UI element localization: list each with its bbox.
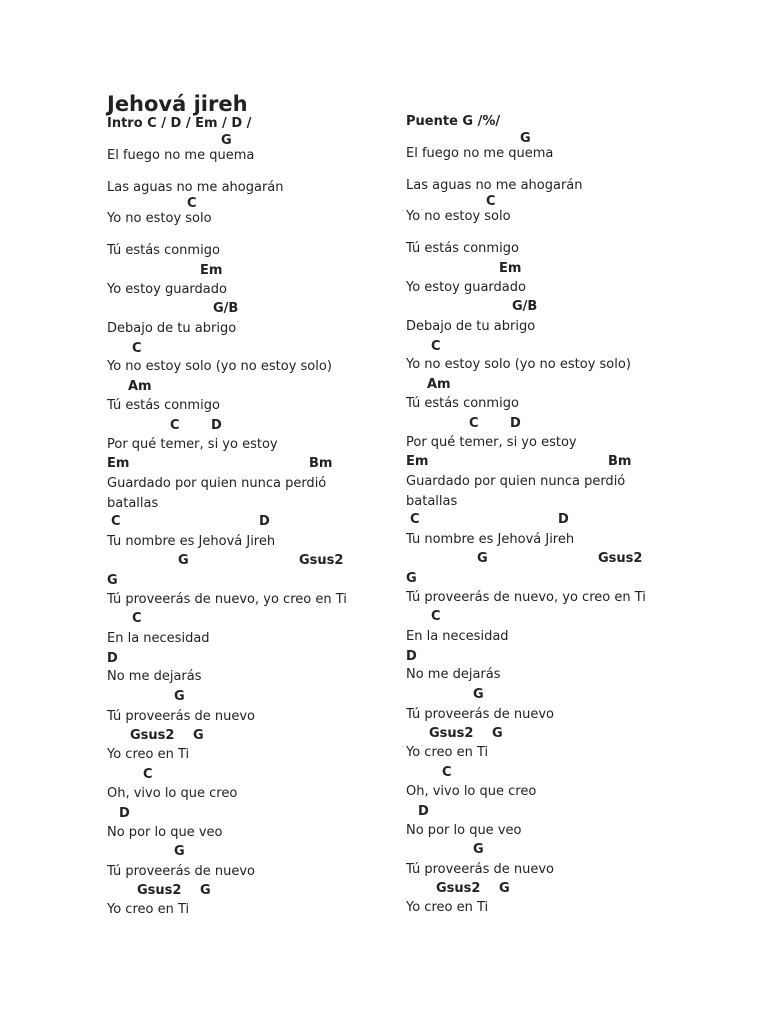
lyric-line: Yo estoy guardado: [107, 282, 227, 297]
lyric-line: No me dejarás: [406, 667, 501, 682]
chord-label: G: [520, 131, 531, 146]
intro-line: Intro C / D / Em / D /: [107, 116, 252, 131]
lyric-line: Yo creo en Ti: [406, 745, 489, 760]
chord-label: Em: [406, 454, 429, 469]
chord-label: C: [132, 611, 142, 626]
chord-label: G: [477, 551, 488, 566]
chord-label: G: [406, 571, 417, 586]
chord-label: G: [193, 728, 204, 743]
chord-label: G: [178, 553, 189, 568]
chord-label: Am: [427, 377, 451, 392]
chord-label: C: [410, 512, 420, 527]
chord-label: G: [473, 687, 484, 702]
chord-label: Em: [200, 263, 223, 278]
lyric-line: Tu nombre es Jehová Jireh: [107, 534, 276, 549]
chord-label: Gsus2: [598, 551, 643, 566]
chord-label: D: [107, 651, 118, 666]
chord-label: Gsus2: [299, 553, 344, 568]
chord-label: G: [174, 689, 185, 704]
lyric-line: Por qué temer, si yo estoy: [107, 437, 278, 452]
lyric-line: Oh, vivo lo que creo: [107, 786, 238, 801]
chord-label: G: [221, 133, 232, 148]
lyric-line: Guardado por quien nunca perdió: [107, 476, 327, 491]
chord-label: D: [406, 649, 417, 664]
lyric-line: Las aguas no me ahogarán: [107, 180, 284, 195]
lyric-line: Tú proveerás de nuevo, yo creo en Ti: [406, 590, 646, 605]
lyric-line: Tú proveerás de nuevo: [107, 709, 256, 724]
lyric-line: El fuego no me quema: [107, 148, 255, 163]
lyric-line: No por lo que veo: [406, 823, 522, 838]
chord-label: Bm: [309, 456, 333, 471]
lyric-line: Oh, vivo lo que creo: [406, 784, 537, 799]
lyric-line: Tú proveerás de nuevo: [406, 707, 555, 722]
chord-label: C: [431, 339, 441, 354]
chord-label: Gsus2: [137, 883, 182, 898]
lyric-line: Guardado por quien nunca perdió: [406, 474, 626, 489]
lyric-line: Tú proveerás de nuevo: [406, 862, 555, 877]
chord-label: C: [143, 767, 153, 782]
lyric-line: Yo no estoy solo: [107, 211, 212, 226]
chord-label: C: [469, 416, 479, 431]
lyric-line: Tú proveerás de nuevo, yo creo en Ti: [107, 592, 347, 607]
lyric-line: Por qué temer, si yo estoy: [406, 435, 577, 450]
chord-label: Bm: [608, 454, 632, 469]
chord-label: Gsus2: [130, 728, 175, 743]
lyric-line: Tú estás conmigo: [107, 398, 220, 413]
lyric-line: Tú estás conmigo: [406, 241, 519, 256]
chord-label: C: [187, 196, 197, 211]
lyric-line: Yo creo en Ti: [107, 902, 190, 917]
lyric-line: batallas: [107, 496, 159, 511]
lyric-line: Yo creo en Ti: [107, 747, 190, 762]
chord-label: G: [499, 881, 510, 896]
lyric-line: En la necesidad: [406, 629, 509, 644]
chord-label: C: [111, 514, 121, 529]
bridge-line: Puente G /%/: [406, 114, 501, 129]
lyric-line: Tú proveerás de nuevo: [107, 864, 256, 879]
lyric-line: Yo no estoy solo: [406, 209, 511, 224]
lyric-line: Debajo de tu abrigo: [107, 321, 237, 336]
chord-label: D: [418, 804, 429, 819]
lyric-line: No me dejarás: [107, 669, 202, 684]
lyric-line: Tú estás conmigo: [406, 396, 519, 411]
chord-label: Gsus2: [436, 881, 481, 896]
chord-label: D: [211, 418, 222, 433]
lyric-line: En la necesidad: [107, 631, 210, 646]
chord-label: Gsus2: [429, 726, 474, 741]
lyric-line: Tu nombre es Jehová Jireh: [406, 532, 575, 547]
chord-label: C: [431, 609, 441, 624]
chord-label: Em: [499, 261, 522, 276]
lyric-line: Debajo de tu abrigo: [406, 319, 536, 334]
lyric-line: No por lo que veo: [107, 825, 223, 840]
chord-label: C: [442, 765, 452, 780]
lyric-line: El fuego no me quema: [406, 146, 554, 161]
lyric-line: Yo creo en Ti: [406, 900, 489, 915]
lyric-line: batallas: [406, 494, 458, 509]
chord-label: G: [492, 726, 503, 741]
chord-label: G/B: [512, 299, 538, 314]
lyric-line: Yo estoy guardado: [406, 280, 526, 295]
lyric-line: Las aguas no me ahogarán: [406, 178, 583, 193]
chord-label: C: [132, 341, 142, 356]
chord-label: G: [200, 883, 211, 898]
chord-label: Am: [128, 379, 152, 394]
chord-label: C: [486, 194, 496, 209]
chord-label: D: [558, 512, 569, 527]
chord-label: G: [473, 842, 484, 857]
lyric-line: Tú estás conmigo: [107, 243, 220, 258]
chord-label: D: [119, 806, 130, 821]
chord-label: D: [259, 514, 270, 529]
chord-label: Em: [107, 456, 130, 471]
chord-label: G: [174, 844, 185, 859]
chord-label: G/B: [213, 301, 239, 316]
lyric-line: Yo no estoy solo (yo no estoy solo): [406, 357, 631, 372]
chord-label: G: [107, 573, 118, 588]
chord-label: C: [170, 418, 180, 433]
chord-label: D: [510, 416, 521, 431]
song-title: Jehová jireh: [107, 92, 248, 116]
lyric-line: Yo no estoy solo (yo no estoy solo): [107, 359, 332, 374]
